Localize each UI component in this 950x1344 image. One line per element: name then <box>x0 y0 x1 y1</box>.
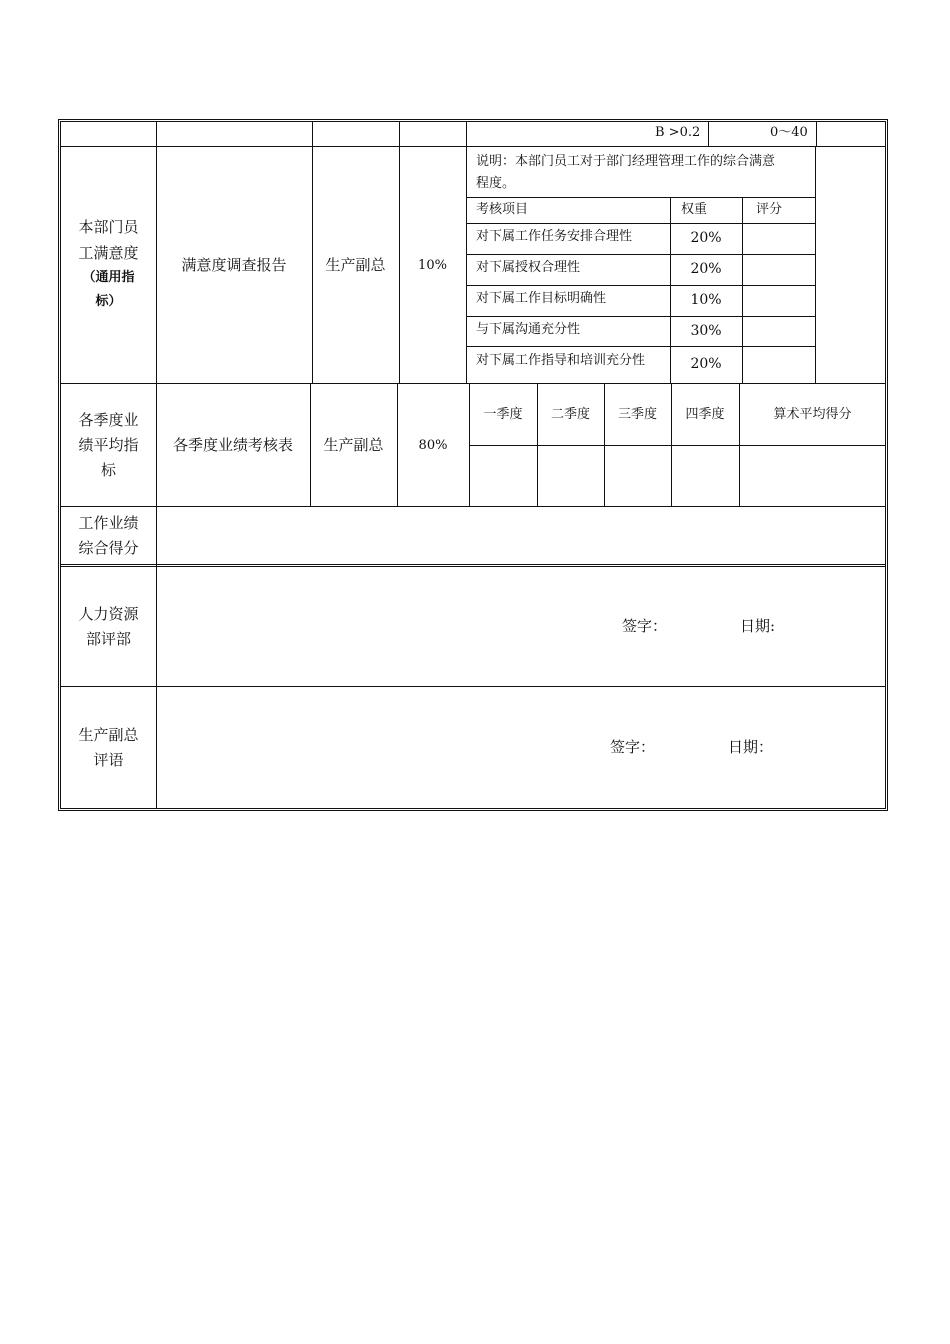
row-divider <box>61 506 886 507</box>
quarterly-weight: 80% <box>418 438 448 453</box>
score-range: 0～40 <box>770 125 808 140</box>
column-divider <box>537 383 538 506</box>
satisfaction-item-weight: 30% <box>690 323 722 339</box>
satisfaction-label-line: 本部门员 <box>78 218 139 236</box>
satisfaction-weight: 10% <box>418 258 447 273</box>
subtable-divider <box>466 223 816 224</box>
satisfaction-label-note: （通用指 <box>82 270 135 285</box>
satisfaction-item-weight: 10% <box>690 292 722 308</box>
subtable-header-weight: 权重 <box>681 202 708 217</box>
column-divider <box>469 383 470 506</box>
row-divider <box>61 146 886 147</box>
satisfaction-item-weight: 20% <box>690 356 722 372</box>
column-divider <box>466 122 467 383</box>
hr-signature-label: 签字： <box>622 617 668 635</box>
subtable-header-score: 评分 <box>756 202 783 217</box>
satisfaction-item-weight: 20% <box>690 230 722 246</box>
subtable-divider <box>469 445 886 446</box>
column-divider <box>816 122 817 146</box>
subtable-divider <box>466 197 816 198</box>
quarter-header: 一季度 <box>483 407 523 422</box>
satisfaction-item-name: 对下属授权合理性 <box>476 260 581 275</box>
satisfaction-description: 说明：本部门员工对于部门经理管理工作的综合满意 <box>476 154 776 169</box>
quarterly-source: 各季度业绩考核表 <box>172 436 293 454</box>
vp-signature-label: 签字： <box>610 738 656 756</box>
quarterly-label-line: 标 <box>100 461 116 479</box>
subtable-divider <box>466 285 816 286</box>
vp-review-label-line: 评语 <box>93 751 124 769</box>
subtable-header-item: 考核项目 <box>476 202 529 217</box>
satisfaction-item-name: 对下属工作目标明确性 <box>476 291 607 306</box>
subtable-divider <box>466 316 816 317</box>
column-divider <box>739 383 740 506</box>
column-divider <box>604 383 605 506</box>
vp-date-label: 日期： <box>728 738 774 756</box>
quarterly-label-line: 各季度业 <box>78 411 139 429</box>
subtable-divider <box>466 346 816 347</box>
satisfaction-description: 程度。 <box>476 176 516 191</box>
satisfaction-assessor: 生产副总 <box>325 256 386 274</box>
overall-label-line: 工作业绩 <box>78 514 139 532</box>
satisfaction-item-weight: 20% <box>690 261 722 277</box>
quarterly-label-line: 绩平均指 <box>78 436 139 454</box>
hr-review-label-line: 部评部 <box>85 630 131 648</box>
satisfaction-item-name: 与下属沟通充分性 <box>476 322 581 337</box>
hr-review-label-line: 人力资源 <box>78 605 139 623</box>
vp-review-label-line: 生产副总 <box>78 726 139 744</box>
average-score-header: 算术平均得分 <box>773 407 852 422</box>
satisfaction-item-name: 对下属工作指导和培训充分性 <box>476 353 646 368</box>
column-divider <box>742 197 743 383</box>
column-divider <box>671 383 672 506</box>
satisfaction-label-note: 标） <box>95 294 122 309</box>
satisfaction-source: 满意度调查报告 <box>181 256 287 274</box>
row-divider <box>61 686 886 687</box>
b-condition: B >0.2 <box>655 125 701 140</box>
hr-date-label: 日期: <box>740 617 776 635</box>
quarterly-assessor: 生产副总 <box>323 436 384 454</box>
satisfaction-label-line: 工满意度 <box>78 244 139 262</box>
column-divider <box>708 122 709 146</box>
subtable-divider <box>466 254 816 255</box>
quarter-header: 三季度 <box>617 407 657 422</box>
row-divider <box>61 383 886 384</box>
column-divider <box>399 122 400 383</box>
column-divider <box>156 122 157 808</box>
satisfaction-item-name: 对下属工作任务安排合理性 <box>476 229 633 244</box>
column-divider <box>815 146 816 383</box>
row-divider <box>61 564 886 567</box>
quarter-header: 四季度 <box>685 407 725 422</box>
quarter-header: 二季度 <box>550 407 590 422</box>
overall-label-line: 综合得分 <box>78 539 139 557</box>
